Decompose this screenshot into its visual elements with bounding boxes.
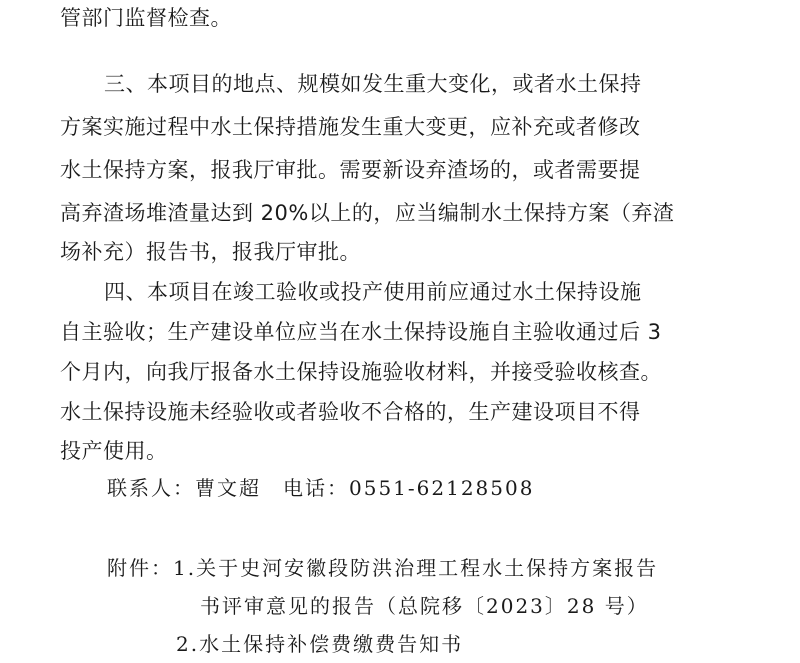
body-line-3: 方案实施过程中水土保持措施发生重大变更，应补充或者修改 [60,115,641,139]
attachment-2: 2.水土保持补偿费缴费告知书 [176,632,464,656]
attachment-1-line-1: 附件：1.关于史河安徽段防洪治理工程水土保持方案报告 [107,556,659,580]
body-line-5: 高弃渣场堆渣量达到 20%以上的，应当编制水土保持方案（弃渣 [60,201,675,225]
contact-line: 联系人：曹文超 电话：0551-62128508 [107,476,535,500]
body-line-1: 管部门监督检查。 [60,6,232,30]
body-line-7: 四、本项目在竣工验收或投产使用前应通过水土保持设施 [104,280,642,304]
body-line-10: 水土保持设施未经验收或者验收不合格的，生产建设项目不得 [60,400,641,424]
body-line-8: 自主验收；生产建设单位应当在水土保持设施自主验收通过后 3 [60,320,662,344]
body-line-4: 水土保持方案，报我厅审批。需要新设弃渣场的，或者需要提 [60,158,641,182]
body-line-6: 场补充）报告书，报我厅审批。 [60,240,361,264]
attachment-1-line-2: 书评审意见的报告（总院移〔2023〕28 号） [200,594,649,618]
body-line-9: 个月内，向我厅报备水土保持设施验收材料，并接受验收核查。 [60,360,662,384]
body-line-2: 三、本项目的地点、规模如发生重大变化，或者水土保持 [104,72,642,96]
body-line-11: 投产使用。 [60,439,168,463]
